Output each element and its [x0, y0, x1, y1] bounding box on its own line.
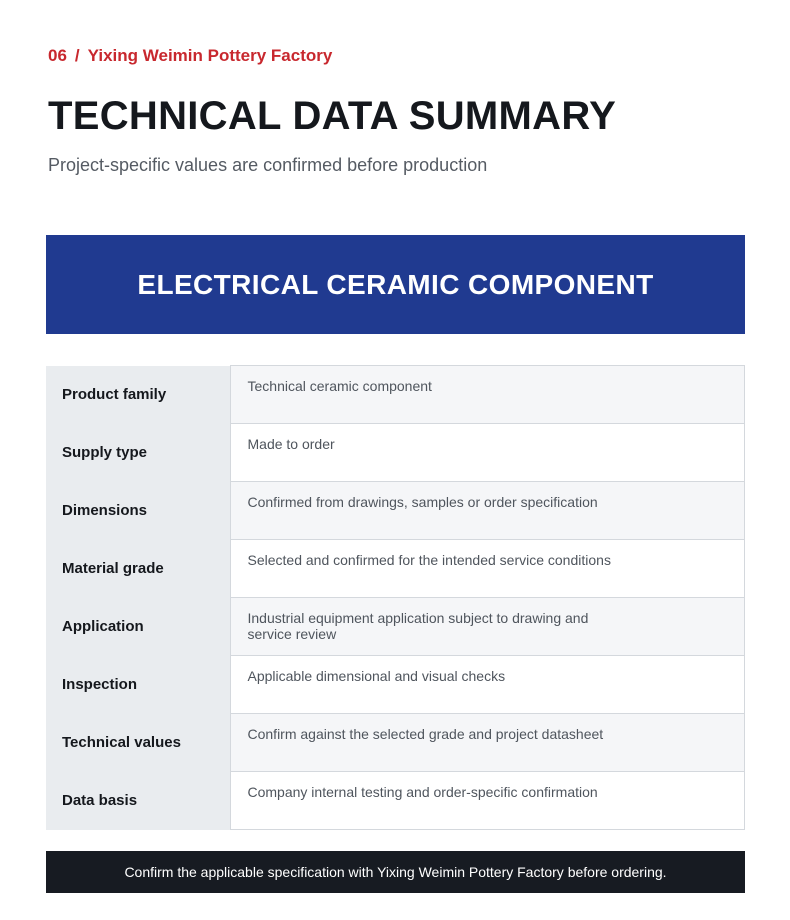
company-name: Yixing Weimin Pottery Factory [87, 46, 333, 65]
spec-label: Data basis [46, 772, 230, 830]
spec-label: Dimensions [46, 482, 230, 540]
table-row [46, 482, 745, 540]
spec-label: Inspection [46, 656, 230, 714]
banner-title: ELECTRICAL CERAMIC COMPONENT [137, 268, 654, 300]
page-subtitle: Project-specific values are confirmed before production [48, 155, 488, 175]
table-row [46, 656, 745, 714]
spec-label: Material grade [46, 540, 230, 598]
table-row [46, 424, 745, 482]
spec-value: Made to order [230, 424, 745, 482]
table-row [46, 714, 745, 772]
product-banner [46, 235, 745, 334]
spec-value: Industrial equipment application subject to drawing and service review [230, 598, 745, 656]
page-title: TECHNICAL DATA SUMMARY [48, 94, 617, 138]
spec-value: Confirmed from drawings, samples or order specification [230, 482, 745, 540]
table-row [46, 772, 745, 830]
section-eyebrow [48, 46, 332, 66]
eyebrow-separator: / [74, 46, 80, 65]
spec-label: Application [46, 598, 230, 656]
table-row [46, 540, 745, 598]
spec-value: Company internal testing and order-specific confirmation [230, 772, 745, 830]
section-number: 06 [48, 46, 67, 65]
spec-value: Technical ceramic component [230, 366, 745, 424]
footer-bar [46, 851, 745, 893]
spec-value: Applicable dimensional and visual checks [230, 656, 745, 714]
spec-label: Product family [46, 366, 230, 424]
footer-note: Confirm the applicable specification with Yixing Weimin Pottery Factory before ordering. [124, 864, 667, 880]
spec-value: Confirm against the selected grade and project datasheet [230, 714, 745, 772]
table-row [46, 598, 745, 656]
spec-label: Supply type [46, 424, 230, 482]
spec-value: Selected and confirmed for the intended service conditions [230, 540, 745, 598]
table-row [46, 366, 745, 424]
spec-label: Technical values [46, 714, 230, 772]
spec-table [46, 365, 745, 830]
